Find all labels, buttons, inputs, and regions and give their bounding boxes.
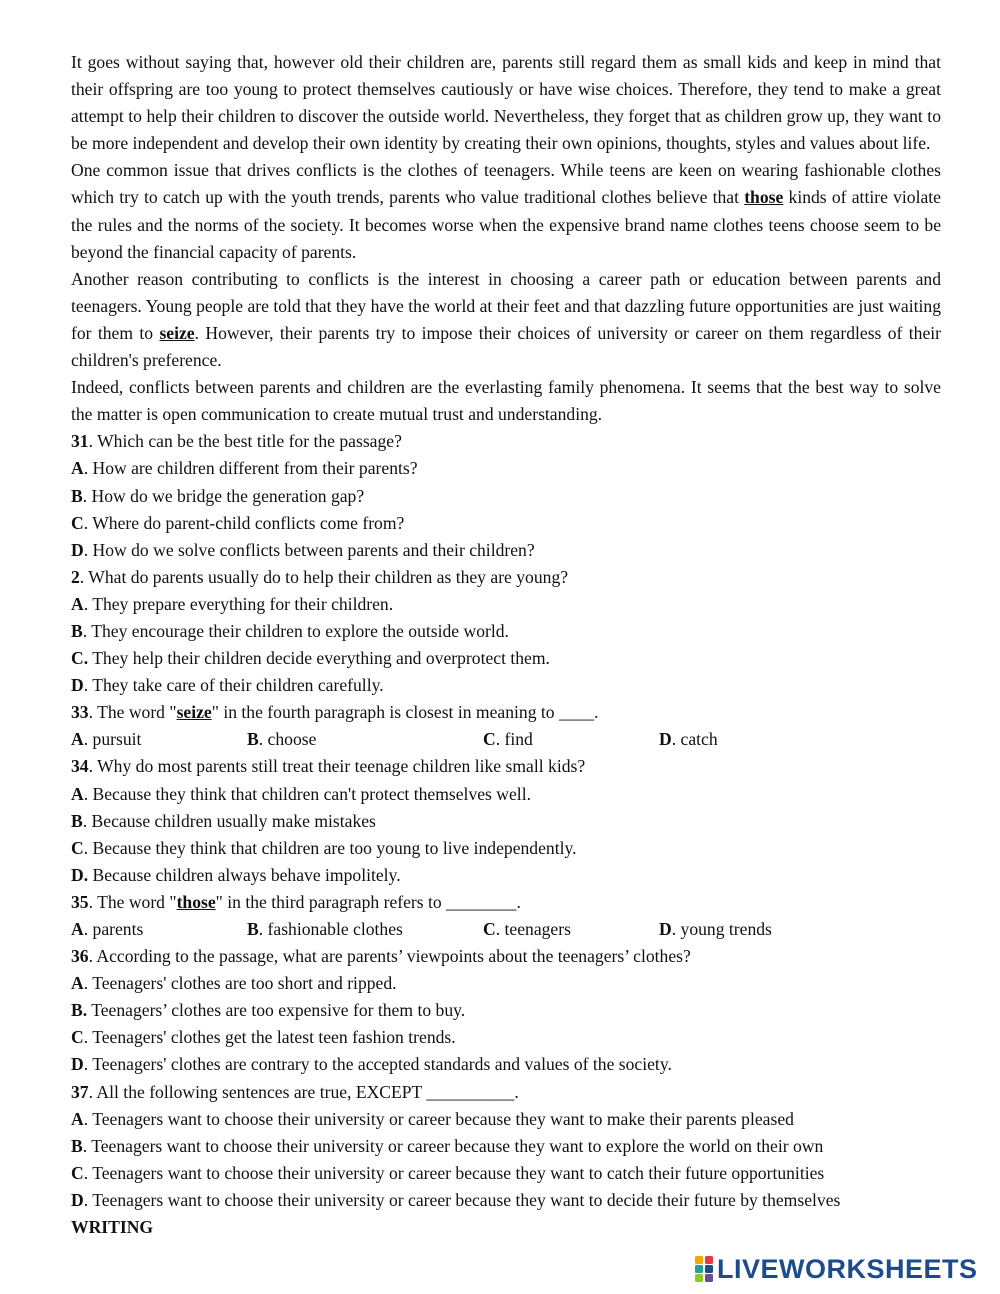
- option-letter: D: [71, 675, 84, 696]
- keyword-seize: seize: [159, 322, 195, 343]
- option-35-a[interactable]: [71, 916, 247, 943]
- option-36-b[interactable]: [71, 997, 941, 1024]
- option-letter: C: [71, 512, 84, 533]
- option-letter: A: [71, 783, 84, 804]
- question-text: . The word ": [88, 702, 177, 723]
- option-letter: B: [71, 485, 83, 506]
- option-letter: C.: [71, 648, 89, 669]
- option-letter: C: [71, 1027, 84, 1048]
- question-number: 2: [71, 566, 80, 587]
- option-letter: A: [71, 458, 84, 479]
- logo-text: LIVEWORKSHEETS: [717, 1254, 978, 1284]
- option-letter: D.: [71, 864, 89, 885]
- option-letter: C: [483, 919, 496, 939]
- option-text: . choose: [258, 729, 317, 750]
- passage-paragraph-2: [71, 157, 941, 265]
- option-letter: D: [71, 539, 84, 560]
- question-33: [71, 699, 941, 726]
- question-31: [71, 428, 941, 455]
- option-32-b[interactable]: [71, 618, 941, 645]
- option-33-b[interactable]: [247, 726, 483, 753]
- option-35-b[interactable]: [247, 916, 483, 943]
- option-37-a[interactable]: [71, 1106, 941, 1133]
- option-35-c[interactable]: [483, 916, 659, 943]
- keyword-seize: seize: [176, 702, 212, 723]
- option-text: . They take care of their children carefully.: [83, 675, 384, 696]
- section-heading-writing: [71, 1214, 941, 1241]
- option-text: . Teenagers want to choose their university or career because they want to make their parents pleased: [83, 1108, 794, 1129]
- question-35: [71, 889, 941, 916]
- option-text: . How do we bridge the generation gap?: [82, 485, 365, 506]
- question-text: . Why do most parents still treat their teenage children like small kids?: [88, 756, 586, 777]
- question-text: . The word ": [88, 891, 177, 912]
- option-text: . How do we solve conflicts between parents and their children?: [83, 539, 535, 560]
- option-text: . Where do parent-child conflicts come from?: [83, 512, 405, 533]
- option-34-a[interactable]: [71, 781, 941, 808]
- option-text: . Teenagers' clothes get the latest teen fashion trends.: [83, 1027, 456, 1048]
- option-letter: A: [71, 729, 84, 750]
- option-31-a[interactable]: [71, 455, 941, 482]
- option-text: . Teenagers want to choose their university or career because they want to decide their future by themselves: [83, 1189, 841, 1210]
- option-36-d[interactable]: [71, 1051, 941, 1078]
- option-31-c[interactable]: [71, 510, 941, 537]
- option-31-b[interactable]: [71, 483, 941, 510]
- question-34: [71, 753, 941, 780]
- passage-paragraph-3: [71, 266, 941, 374]
- option-32-d[interactable]: [71, 672, 941, 699]
- option-text: . They prepare everything for their children.: [83, 593, 394, 614]
- option-text: . fashionable clothes: [258, 919, 403, 939]
- keyword-those: those: [744, 187, 784, 208]
- option-text: . Teenagers' clothes are contrary to the accepted standards and values of the society.: [83, 1054, 672, 1075]
- question-number: 35: [71, 891, 89, 912]
- option-letter: B: [71, 810, 83, 831]
- option-text: . Because children usually make mistakes: [82, 810, 376, 831]
- passage-paragraph-1: It goes without saying that, however old their children are, parents still regard them as small kids and keep in mind that their offspring are too young to protect themselves cautiously or have wise choices. Therefore, they tend to make a great attempt to help their children to discover the outside world. Nevertheless, they forget that as children grow up, they want to be more independent and develop their own identity by creating their own opinions, thoughts, styles and values about life.: [71, 52, 941, 154]
- option-text: . teenagers: [495, 919, 571, 939]
- option-text: . Teenagers want to choose their university or career because they want to catch their future opportunities: [83, 1162, 825, 1183]
- option-text: Teenagers’ clothes are too expensive for them to buy.: [87, 1000, 466, 1021]
- option-34-c[interactable]: [71, 835, 941, 862]
- section-heading-text: WRITING: [71, 1217, 154, 1238]
- option-text: They help their children decide everything and overprotect them.: [88, 648, 550, 669]
- option-letter: D: [71, 1054, 84, 1075]
- option-letter: A: [71, 1108, 84, 1129]
- option-36-c[interactable]: [71, 1024, 941, 1051]
- option-text: . Teenagers' clothes are too short and ripped.: [83, 973, 397, 994]
- option-37-c[interactable]: [71, 1160, 941, 1187]
- options-33: [71, 726, 941, 753]
- option-32-c[interactable]: [71, 645, 941, 672]
- option-letter: C: [71, 837, 84, 858]
- option-text: . They encourage their children to explore the outside world.: [82, 620, 509, 641]
- question-text: . All the following sentences are true, EXCEPT __________.: [88, 1081, 519, 1102]
- question-number: 36: [71, 946, 89, 967]
- option-31-d[interactable]: [71, 537, 941, 564]
- option-letter: A: [71, 593, 84, 614]
- question-text: . According to the passage, what are parents’ viewpoints about the teenagers’ clothes?: [88, 946, 691, 967]
- question-number: 34: [71, 756, 89, 777]
- text-span: kinds of attire violate the rules and the norms of the society. It becomes worse when the expensive brand name clothes teens choose seem to be beyond the financial capacity of parents.: [71, 187, 941, 262]
- text-span: Another reason contributing to conflicts is the interest in choosing a career path or education between parents and teenagers. Young people are told that they have the world at their feet and that dazzling future opportunities are just waiting for them to: [71, 268, 941, 343]
- option-letter: B: [71, 620, 83, 641]
- option-text: . How are children different from their parents?: [83, 458, 418, 479]
- question-text: " in the fourth paragraph is closest in meaning to ____.: [211, 702, 599, 723]
- option-text: Because children always behave impolitely.: [88, 864, 401, 885]
- option-letter: B.: [71, 1000, 88, 1021]
- option-letter: D: [659, 919, 672, 939]
- question-number: 33: [71, 702, 89, 723]
- option-text: . pursuit: [83, 729, 142, 750]
- passage-paragraph-4: Indeed, conflicts between parents and children are the everlasting family phenomena. It seems that the best way to solve the matter is open communication to create mutual trust and understanding.: [71, 377, 941, 425]
- option-34-d[interactable]: [71, 862, 941, 889]
- options-35: [71, 916, 941, 943]
- option-text: . find: [495, 729, 533, 750]
- worksheet-page: [71, 49, 941, 1241]
- text-span: . However, their parents try to impose their choices of university or career on them regardless of their children's preference.: [71, 322, 941, 371]
- question-37: [71, 1079, 941, 1106]
- option-text: . Because they think that children are too young to live independently.: [83, 837, 577, 858]
- option-text: . Because they think that children can't protect themselves well.: [83, 783, 531, 804]
- option-33-d[interactable]: [659, 726, 859, 753]
- option-37-b[interactable]: [71, 1133, 941, 1160]
- option-letter: A: [71, 919, 84, 939]
- option-letter: C: [71, 1162, 84, 1183]
- liveworksheets-logo[interactable]: [694, 1253, 978, 1285]
- question-32: [71, 564, 941, 591]
- option-text: . parents: [83, 919, 144, 939]
- question-text: " in the third paragraph refers to ________.: [215, 891, 521, 912]
- keyword-those: those: [176, 891, 216, 912]
- question-text: . Which can be the best title for the passage?: [88, 431, 402, 452]
- option-34-b[interactable]: [71, 808, 941, 835]
- question-number: 37: [71, 1081, 89, 1102]
- option-letter: C: [483, 729, 496, 750]
- option-letter: A: [71, 973, 84, 994]
- option-33-c[interactable]: [483, 726, 659, 753]
- question-36: [71, 943, 941, 970]
- option-letter: D: [71, 1189, 84, 1210]
- option-letter: D: [659, 729, 672, 750]
- option-36-a[interactable]: [71, 970, 941, 997]
- question-number: 31: [71, 431, 89, 452]
- option-text: . young trends: [671, 919, 772, 939]
- option-letter: B: [71, 1135, 83, 1156]
- option-35-d[interactable]: [659, 916, 859, 943]
- liveworksheets-logo-icon: [694, 1255, 714, 1283]
- option-letter: B: [247, 919, 259, 939]
- text-span: One common issue that drives conflicts is the clothes of teenagers. While teens are keen on wearing fashionable clothes which try to catch up with the youth trends, parents who value traditional clothes believe that: [71, 160, 941, 208]
- option-33-a[interactable]: [71, 726, 247, 753]
- question-text: . What do parents usually do to help their children as they are young?: [79, 566, 569, 587]
- option-letter: B: [247, 729, 259, 750]
- option-32-a[interactable]: [71, 591, 941, 618]
- option-text: . catch: [671, 729, 718, 750]
- option-37-d[interactable]: [71, 1187, 941, 1214]
- option-text: . Teenagers want to choose their university or career because they want to explore the world on their own: [82, 1135, 824, 1156]
